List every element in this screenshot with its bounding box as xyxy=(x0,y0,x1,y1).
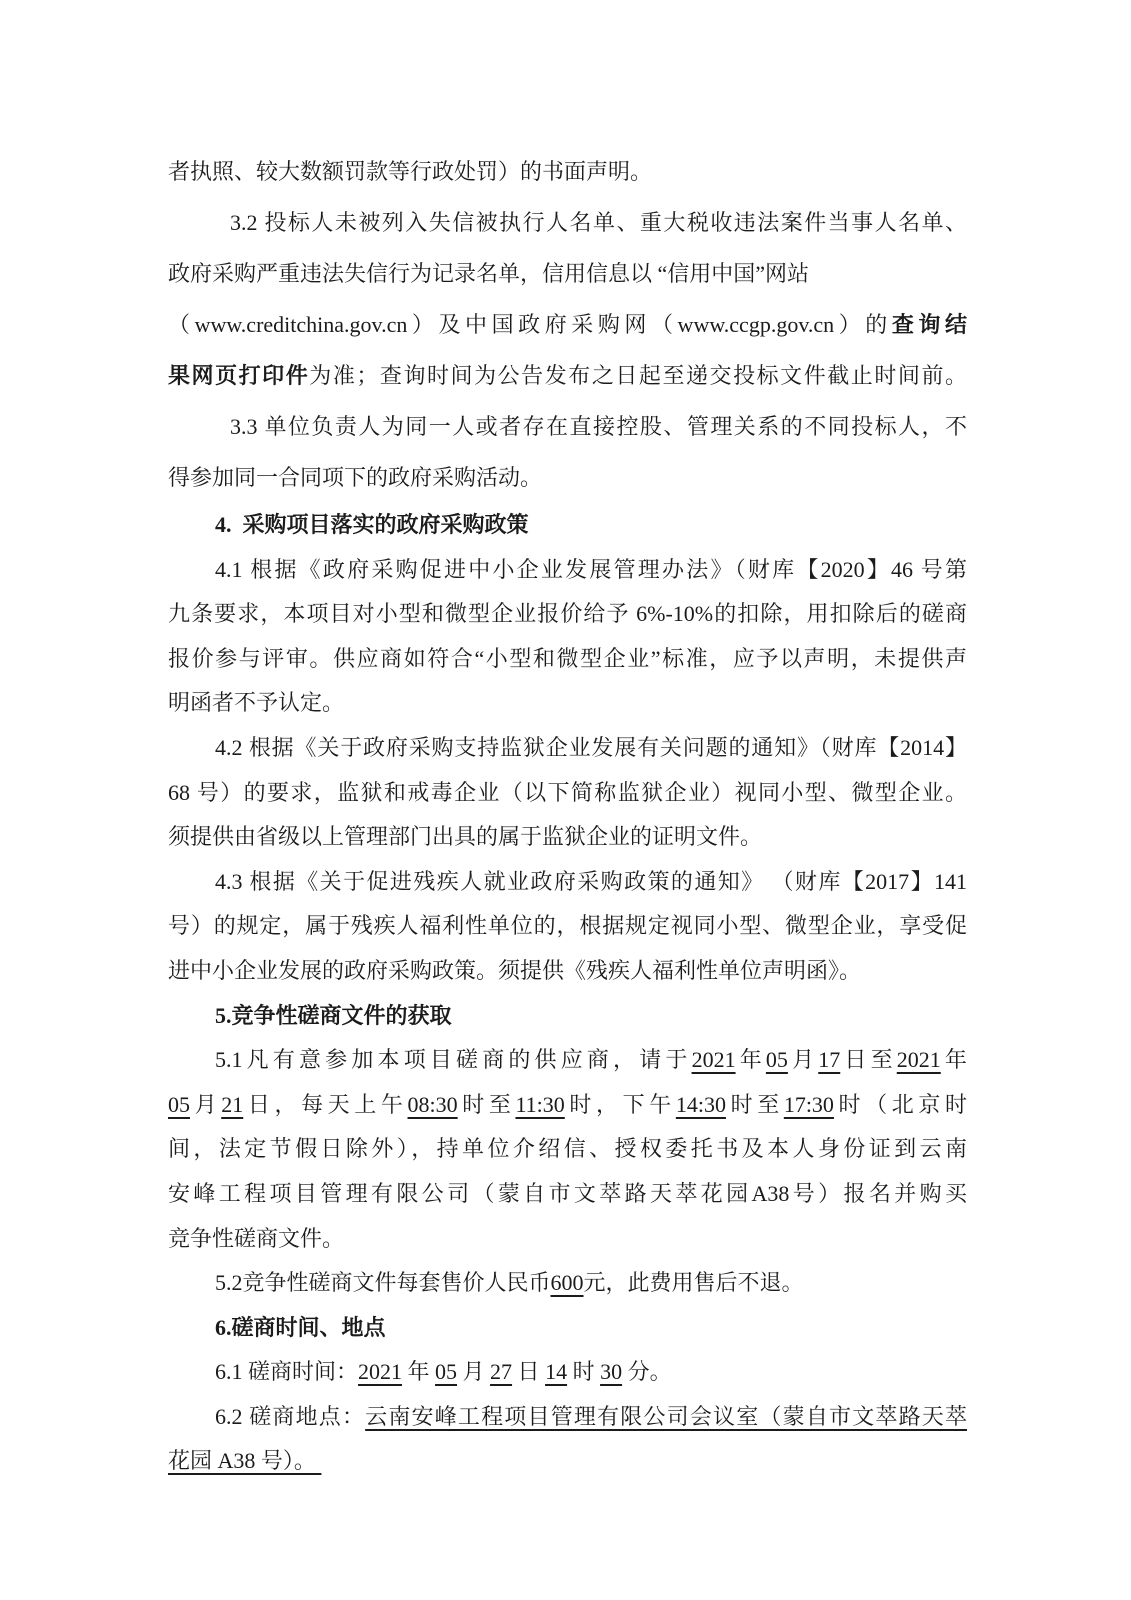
text-segment: 为准；查询时间为公告发布之日起至递交投标文件截止时间前。 xyxy=(309,363,967,388)
text-segment: 得参加同一合同项下的政府采购活动。 xyxy=(168,465,543,490)
text-segment: 6.磋商时间、地点 xyxy=(215,1314,386,1340)
text-line xyxy=(168,1439,967,1484)
text-segment: 5.1凡有意参加本项目磋商的供应商，请于 xyxy=(215,1047,692,1073)
text-segment: 年 xyxy=(940,1047,967,1073)
text-segment: 九条要求，本项目对小型和微型企业报价给予 6%-10%的扣除，用扣除后的磋商 xyxy=(168,601,967,627)
text-segment: 时至 xyxy=(457,1091,516,1117)
text-line xyxy=(168,503,967,548)
text-segment: 6.1 磋商时间： xyxy=(215,1359,359,1385)
text-segment: 6.2 磋商地点： xyxy=(215,1403,366,1429)
text-segment: 14 xyxy=(545,1359,568,1385)
text-segment: 日，每天上午 xyxy=(243,1091,408,1117)
text-line xyxy=(168,1217,967,1262)
document-body xyxy=(168,146,967,1484)
text-segment: 05 xyxy=(765,1047,788,1073)
text-segment: 17 xyxy=(818,1047,841,1073)
text-segment: 4.1 根据《政府采购促进中小企业发展管理办法》（财库【2020】46 号第 xyxy=(215,556,967,582)
text-segment: 者执照、较大数额罚款等行政处罚）的书面声明。 xyxy=(168,159,653,184)
text-line xyxy=(168,197,967,248)
text-segment: 3.3 单位负责人为同一人或者存在直接控股、管理关系的不同投标人，不 xyxy=(230,414,967,439)
text-segment: 14:30 xyxy=(675,1091,726,1117)
text-segment: 号）的规定，属于残疾人福利性单位的，根据规定视同小型、微型企业，享受促 xyxy=(168,913,967,939)
text-segment: 时，下午 xyxy=(564,1091,676,1117)
text-segment: 年 xyxy=(735,1047,766,1073)
text-segment: 年 xyxy=(402,1359,436,1385)
text-segment: 进中小企业发展的政府采购政策。须提供《残疾人福利性单位声明函》。 xyxy=(168,957,862,983)
text-segment: 时（北京时 xyxy=(833,1091,967,1117)
text-segment: 4. 采购项目落实的政府采购政策 xyxy=(215,512,529,537)
text-segment: 间，法定节假日除外），持单位介绍信、授权委托书及本人身份证到云南 xyxy=(168,1136,967,1162)
text-segment: 21 xyxy=(221,1091,244,1117)
text-line xyxy=(168,1395,967,1440)
text-segment: 30 xyxy=(600,1359,623,1385)
text-segment: 27 xyxy=(490,1359,513,1385)
text-segment: 4.2 根据《关于政府采购支持监狱企业发展有关问题的通知》（财库【2014】 xyxy=(215,734,967,760)
text-line xyxy=(168,146,967,197)
text-segment: 08:30 xyxy=(407,1091,458,1117)
text-line xyxy=(168,994,967,1039)
text-segment: 报价参与评审。供应商如符合“小型和微型企业”标准，应予以声明，未提供声 xyxy=(168,645,967,671)
text-line xyxy=(168,248,967,299)
text-line xyxy=(168,548,967,593)
text-line xyxy=(168,1038,967,1083)
text-line xyxy=(168,1306,967,1351)
text-segment: 明函者不予认定。 xyxy=(168,690,345,716)
text-line xyxy=(168,771,967,816)
text-line xyxy=(168,637,967,682)
text-line xyxy=(168,815,967,860)
text-line xyxy=(168,1350,967,1395)
text-segment: 安峰工程项目管理有限公司（蒙自市文萃路天萃花园A38号）报名并购买 xyxy=(168,1180,967,1206)
text-segment: 3.2 投标人未被列入失信被执行人名单、重大税收违法案件当事人名单、 xyxy=(230,210,967,235)
text-line xyxy=(168,401,967,452)
text-segment: 5.竞争性磋商文件的获取 xyxy=(215,1002,452,1028)
text-segment: 5.2竞争性磋商文件每套售价人民币 xyxy=(215,1270,551,1296)
text-segment: 600 xyxy=(550,1270,584,1296)
text-line xyxy=(168,904,967,949)
text-segment: 05 xyxy=(435,1359,458,1385)
text-segment: 日 xyxy=(512,1359,546,1385)
text-line xyxy=(168,1083,967,1128)
text-line xyxy=(168,1172,967,1217)
text-line xyxy=(168,726,967,771)
text-segment: 果网页打印件 xyxy=(168,363,310,388)
text-line xyxy=(168,681,967,726)
text-segment: 2021 xyxy=(691,1047,736,1073)
text-segment: 须提供由省级以上管理部门出具的属于监狱企业的证明文件。 xyxy=(168,824,763,850)
text-line xyxy=(168,949,967,994)
text-line xyxy=(168,860,967,905)
text-segment: 4.3 根据《关于促进残疾人就业政府采购政策的通知》 （财库【2017】141 xyxy=(215,868,967,894)
text-segment: 时至 xyxy=(725,1091,784,1117)
text-segment: 时 xyxy=(567,1359,601,1385)
text-segment: 云南安峰工程项目管理有限公司会议室（蒙自市文萃路天萃 xyxy=(365,1403,967,1429)
text-segment: 17:30 xyxy=(783,1091,834,1117)
text-segment: 政府采购严重违法失信行为记录名单，信用信息以 “信用中国”网站 xyxy=(168,261,810,286)
text-segment: 05 xyxy=(168,1091,190,1117)
text-segment: 11:30 xyxy=(515,1091,565,1117)
text-line xyxy=(168,592,967,637)
text-segment: 分。 xyxy=(622,1359,672,1385)
text-segment: 日至 xyxy=(840,1047,897,1073)
text-line xyxy=(168,1261,967,1306)
text-line xyxy=(168,1127,967,1172)
text-segment: 2021 xyxy=(358,1359,403,1385)
text-segment: 元，此费用售后不退。 xyxy=(583,1270,804,1296)
text-segment: 月 xyxy=(457,1359,491,1385)
text-segment: 月 xyxy=(190,1091,222,1117)
text-segment: （www.creditchina.gov.cn）及中国政府采购网（www.ccgp.gov.cn）的 xyxy=(168,312,892,337)
text-segment: 竞争性磋商文件。 xyxy=(168,1225,345,1251)
text-segment: 68 号）的要求，监狱和戒毒企业（以下简称监狱企业）视同小型、微型企业。 xyxy=(168,779,967,805)
text-line xyxy=(168,350,967,401)
text-segment: 查询结 xyxy=(891,312,967,337)
text-segment: 月 xyxy=(787,1047,819,1073)
text-line xyxy=(168,299,967,350)
text-segment: 花园 A38 号）。 xyxy=(168,1448,322,1474)
text-line xyxy=(168,452,967,503)
text-segment: 2021 xyxy=(896,1047,941,1073)
